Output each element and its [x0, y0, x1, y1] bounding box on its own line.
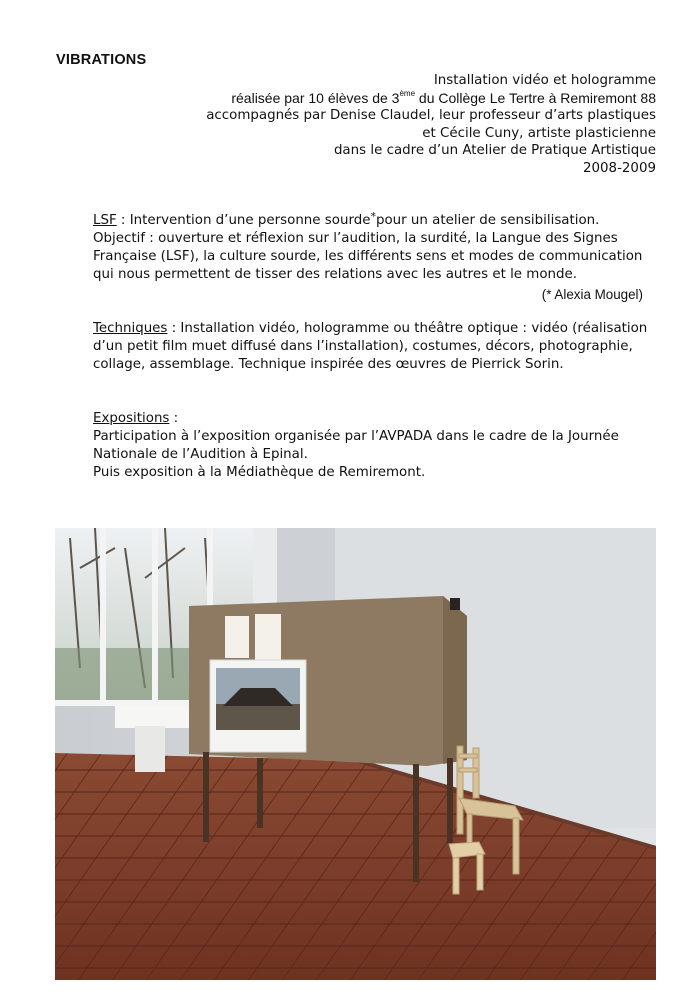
expositions-line-2: Puis exposition à la Médiathèque de Remiremont.: [93, 465, 426, 480]
expositions-colon: :: [169, 411, 179, 426]
installation-photo: [55, 528, 656, 980]
expositions-heading: [93, 410, 649, 428]
header-line-2-sup: ème: [399, 88, 416, 98]
expositions-line-1: Participation à l’exposition organisée par l’AVPADA dans le cadre de la Journée Nationale de l’Audition à Epinal.: [93, 429, 619, 462]
lsf-objective: Objectif : ouverture et réflexion sur l’audition, la surdité, la Langue des Signes Française (LSF), la culture sourde, les différents sens et modes de communication qui nous permettent de tisser des relations avec les autres et le monde.: [93, 231, 643, 282]
techniques-label: Techniques: [93, 321, 168, 336]
lsf-text-2: pour un atelier de sensibilisation.: [375, 213, 600, 228]
lsf-first-line: [93, 212, 649, 230]
project-header: [96, 72, 656, 178]
techniques-section: [93, 320, 649, 374]
lsf-section: [93, 212, 649, 284]
lsf-asterisk: *: [370, 210, 376, 223]
expositions-section: [93, 410, 649, 482]
lsf-label: LSF: [93, 213, 117, 228]
document-title: VIBRATIONS: [56, 52, 147, 68]
header-line-6: 2008-2009: [583, 160, 656, 176]
lsf-footnote: (* Alexia Mougel): [541, 287, 643, 302]
header-line-3: accompagnés par Denise Claudel, leur professeur d’arts plastiques: [206, 108, 656, 124]
header-line-5: dans le cadre d’un Atelier de Pratique Artistique: [333, 143, 656, 159]
header-line-1: Installation vidéo et hologramme: [433, 73, 656, 88]
techniques-text: : Installation vidéo, hologramme ou théâtre optique : vidéo (réalisation d’un petit film muet diffusé dans l’installation), costumes, décors, photographie, collage, assemblage. Technique inspirée des œuvres de Pierrick Sorin.: [93, 321, 648, 372]
expositions-label: Expositions: [93, 411, 170, 426]
header-line-2-post: du Collège Le Tertre à Remiremont 88: [415, 89, 656, 106]
header-line-2: [96, 90, 656, 108]
header-line-2-pre: réalisée par 10 élèves de 3: [231, 89, 400, 106]
header-line-4: et Cécile Cuny, artiste plasticienne: [422, 125, 656, 141]
lsf-text-1: : Intervention d’une personne sourde: [116, 213, 371, 228]
